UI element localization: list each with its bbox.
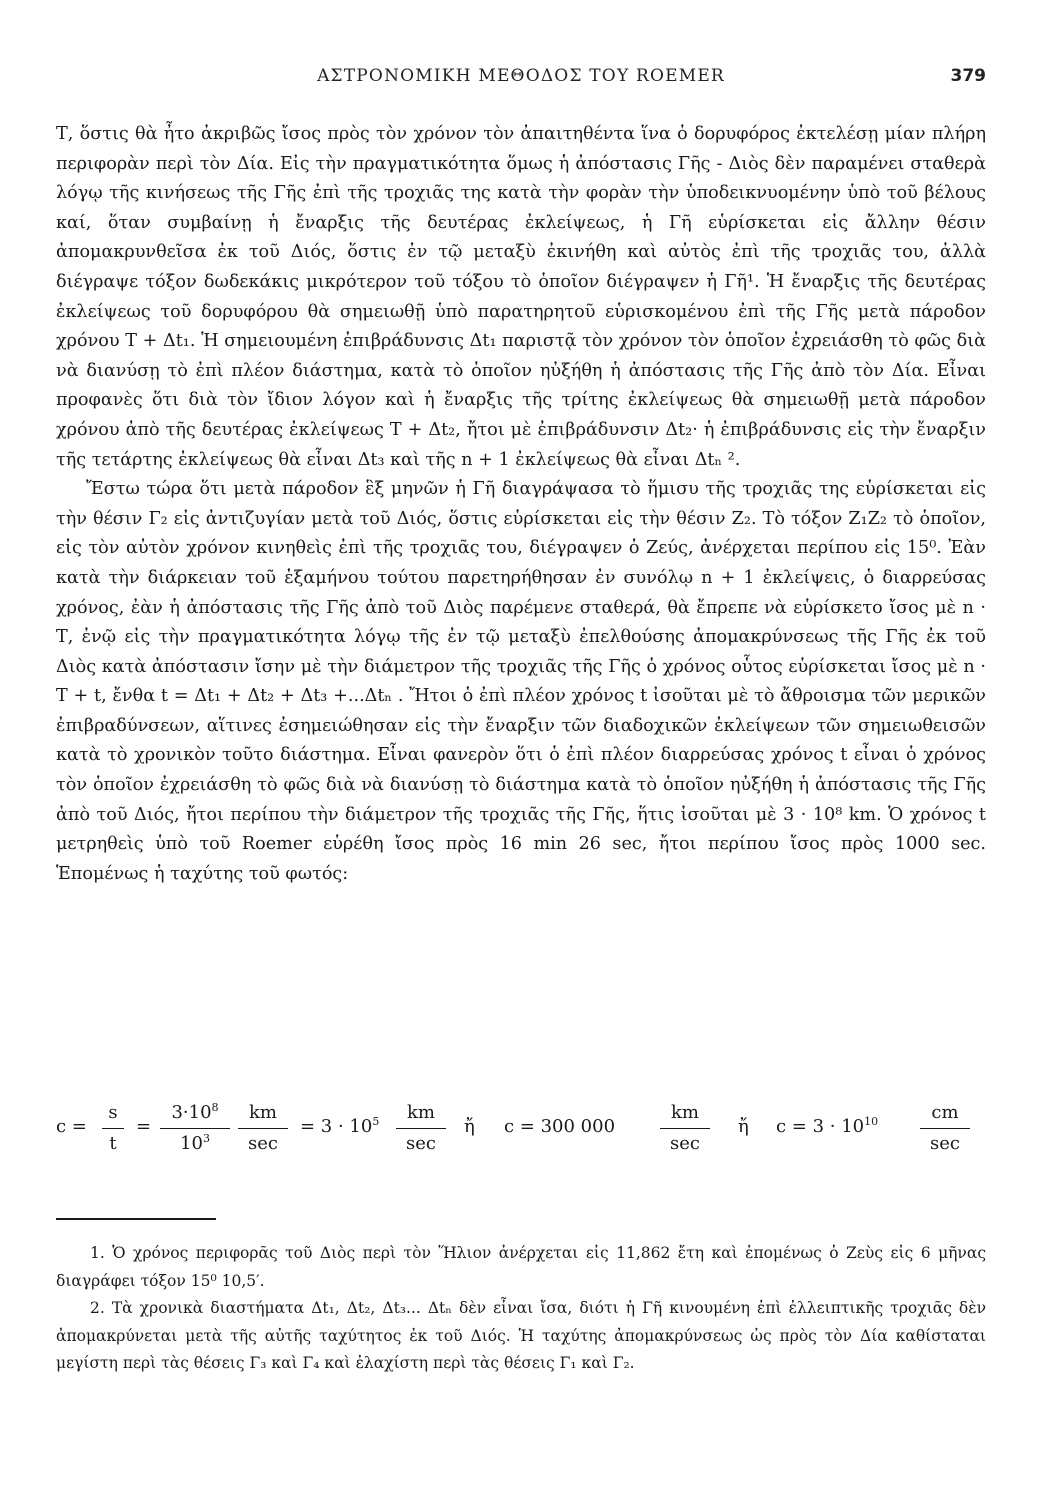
body-text <box>56 120 986 889</box>
footnotes <box>56 1240 986 1378</box>
footnote-2: 2. Τὰ χρονικὰ διαστήματα Δt₁, Δt₂, Δt₃... Δtₙ δὲν εἶναι ἴσα, διότι ἡ Γῆ κινουμένη ἐπὶ ἐλλειπτικῆς τροχιᾶς δὲν ἀπομακρύνεται μετὰ τῆς αὐτῆς ταχύτητος ἐκ τοῦ Διός. Ἡ ταχύτης ἀπομακρύνσεως ὡς πρὸς τὸν Δία καθίσταται μεγίστη περὶ τὰς θέσεις Γ₃ καὶ Γ₄ καὶ ἐλαχίστη περὶ τὰς θέσεις Γ₁ καὶ Γ₂. <box>56 1299 986 1372</box>
fraction-numerator: $3\cdot 10^8$ <box>171 1101 219 1123</box>
fraction-numerator: km <box>671 1102 699 1123</box>
fraction-denominator: sec <box>670 1133 700 1154</box>
fraction-denominator: sec <box>930 1133 960 1154</box>
formula-c-equals-3e10: $c = 3 \cdot 10^{10}$ <box>776 1115 879 1137</box>
fraction-denominator: t <box>109 1133 117 1154</box>
fraction-km-per-sec <box>660 1100 710 1157</box>
formula-equals-3e5: = $3 \cdot 10^5$ <box>300 1115 380 1137</box>
fraction-denominator: sec <box>248 1133 278 1154</box>
paragraph: Τ, ὅστις θὰ ἦτο ἀκριβῶς ἴσος πρὸς τὸν χρόνον τὸν ἀπαιτηθέντα ἵνα ὁ δορυφόρος ἐκτελέσῃ μίαν πλήρη περιφορὰν περὶ τὸν Δία. Εἰς τὴν πραγματικότητα ὅμως ἡ ἀπόστασις Γῆς - Διὸς δὲν παραμένει σταθερὰ λόγῳ τῆς κινήσεως τῆς Γῆς ἐπὶ τῆς τροχιᾶς της κατὰ τὴν φορὰν τὴν ὑποδεικνυομένην ὑπὸ τοῦ βέλους καί, ὅταν συμβαίνῃ ἡ ἔναρξις τῆς δευτέρας ἐκλείψεως, ἡ Γῆ εὑρίσκεται εἰς ἄλλην θέσιν ἀπομακρυνθεῖσα ἐκ τοῦ Διός, ὅστις ἐν τῷ μεταξὺ ἐκινήθη καὶ αὐτὸς ἐπὶ τῆς τροχιᾶς του, ἀλλὰ διέγραψε τόξον δωδεκάκις μικρότερον τοῦ τόξου τὸ ὁποῖον διέγραψεν ἡ Γῆ¹. Ἡ ἔναρξις τῆς δευτέρας ἐκλείψεως τοῦ δορυφόρου θὰ σημειωθῇ ὑπὸ παρατηρητοῦ εὑρισκομένου ἐπὶ τῆς Γῆς μετὰ πάροδον χρόνου Τ + Δt₁. Ἡ σημειουμένη ἐπιβράδυνσις Δt₁ παριστᾷ τὸν χρόνον τὸν ὁποῖον ἐχρειάσθη τὸ φῶς διὰ νὰ διανύσῃ τὸ ἐπὶ πλέον διάστημα, κατὰ τὸ ὁποῖον ηὐξήθη ἡ ἀπόστασις τῆς Γῆς ἀπὸ τὸν Δία. Εἶναι προφανὲς ὅτι διὰ τὸν ἴδιον λόγον καὶ ἡ ἔναρξις τῆς τρίτης ἐκλείψεως θὰ σημειωθῇ μετὰ πάροδον χρόνου ἀπὸ τῆς δευτέρας ἐκλείψεως Τ + Δt₂, ἤτοι μὲ ἐπιβράδυνσιν Δt₂· ἡ ἐπιβράδυνσις εἰς τὴν ἔναρξιν τῆς τετάρτης ἐκλείψεως θὰ εἶναι Δt₃ καὶ τῆς n + 1 ἐκλείψεως θὰ εἶναι Δtₙ ². <box>56 124 986 470</box>
fraction-bar <box>920 1128 970 1129</box>
fraction-bar <box>660 1128 710 1129</box>
fraction-s-over-t <box>102 1100 124 1157</box>
running-title: ΑΣΤΡΟΝΟΜΙΚΗ ΜΕΘΟΔΟΣ ΤΟΥ ROEMER <box>317 66 725 86</box>
formula-or: ἤ <box>464 1116 475 1137</box>
footnote-1: 1. Ὁ χρόνος περιφορᾶς τοῦ Διὸς περὶ τὸν Ἥλιον ἀνέρχεται εἰς 11,862 ἔτη καὶ ἑπομένως ὁ Ζεὺς εἰς 6 μῆνας διαγράφει τόξον 15⁰ 10,5′. <box>56 1244 986 1290</box>
fraction-denominator: sec <box>406 1133 436 1154</box>
paragraph: Ἔστω τώρα ὅτι μετὰ πάροδον ἓξ μηνῶν ἡ Γῆ διαγράψασα τὸ ἥμισυ τῆς τροχιᾶς της εὑρίσκεται εἰς τὴν θέσιν Γ₂ εἰς ἀντιζυγίαν μετὰ τοῦ Διός, ὅστις εὑρίσκεται εἰς τὴν θέσιν Ζ₂. Τὸ τόξον Ζ₁Ζ₂ τὸ ὁποῖον, εἰς τὸν αὐτὸν χρόνον κινηθεὶς ἐπὶ τῆς τροχιᾶς του, διέγραψεν ὁ Ζεύς, ἀνέρχεται περίπου εἰς 15⁰. Ἐὰν κατὰ τὴν διάρκειαν τοῦ ἑξαμήνου τούτου παρετηρήθησαν ἐν συνόλῳ n + 1 ἐκλείψεις, ὁ διαρρεύσας χρόνος, ἐὰν ἡ ἀπόστασις τῆς Γῆς ἀπὸ τοῦ Διὸς παρέμενε σταθερά, θὰ ἔπρεπε νὰ εὑρίσκετο ἴσος μὲ n · Τ, ἐνῷ εἰς τὴν πραγματικότητα λόγῳ τῆς ἐν τῷ μεταξὺ ἐπελθούσης ἀπομακρύνσεως τῆς Γῆς ἐκ τοῦ Διὸς κατὰ ἀπόστασιν ἴσην μὲ τὴν διάμετρον τῆς τροχιᾶς τῆς Γῆς ὁ χρόνος οὗτος εὑρίσκεται ἴσος μὲ n · Τ + t, ἔνθα t = Δt₁ + Δt₂ + Δt₃ +...Δtₙ . Ἤτοι ὁ ἐπὶ πλέον χρόνος t ἰσοῦται μὲ τὸ ἄθροισμα τῶν μερικῶν ἐπιβραδύνσεων, αἵτινες ἐσημειώθησαν εἰς τὴν ἔναρξιν τῶν διαδοχικῶν ἐκλείψεων τῶν σημειωθεισῶν κατὰ τὸ χρονικὸν τοῦτο διάστημα. Εἶναι φανερὸν ὅτι ὁ ἐπὶ πλέον διαρρεύσας χρόνος t εἶναι ὁ χρόνος τὸν ὁποῖον ἐχρειάσθη τὸ φῶς διὰ νὰ διανύσῃ τὸ διάστημα κατὰ τὸ ὁποῖον ηὐξήθη ἡ ἀπόστασις τῆς Γῆς ἀπὸ τοῦ Διός, ἤτοι περίπου τὴν διάμετρον τῆς τροχιᾶς τῆς Γῆς, ἥτις ἰσοῦται μὲ 3 · 10⁸ km. Ὁ χρόνος t μετρηθεὶς ὑπὸ τοῦ Roemer εὑρέθη ἴσος πρὸς 16 min 26 sec, ἤτοι περίπου ἴσος πρὸς 1000 sec. Ἑπομένως ἡ ταχύτης τοῦ φωτός: <box>56 479 986 884</box>
footnote-divider <box>56 1218 216 1220</box>
formula-c-equals: c = <box>56 1116 87 1137</box>
light-speed-formula <box>56 1100 986 1160</box>
formula-c-equals-300000: c = 300 000 <box>504 1116 616 1137</box>
fraction-bar <box>160 1128 230 1129</box>
fraction-numerator: cm <box>931 1102 959 1123</box>
fraction-km-per-sec <box>396 1100 446 1157</box>
fraction-bar <box>102 1128 124 1129</box>
fraction-bar <box>238 1128 288 1129</box>
fraction-bar <box>396 1128 446 1129</box>
page-number: 379 <box>950 66 986 86</box>
fraction-numerator: km <box>249 1102 277 1123</box>
running-head <box>56 66 986 96</box>
fraction-numerator: s <box>108 1102 118 1123</box>
fraction-numerator: km <box>407 1102 435 1123</box>
formula-or: ἤ <box>738 1116 749 1137</box>
fraction-distance-over-time <box>160 1100 230 1157</box>
fraction-cm-per-sec <box>920 1100 970 1157</box>
fraction-denominator: $10^3$ <box>180 1132 210 1154</box>
fraction-km-per-sec <box>238 1100 288 1157</box>
formula-equals: = <box>136 1116 152 1137</box>
